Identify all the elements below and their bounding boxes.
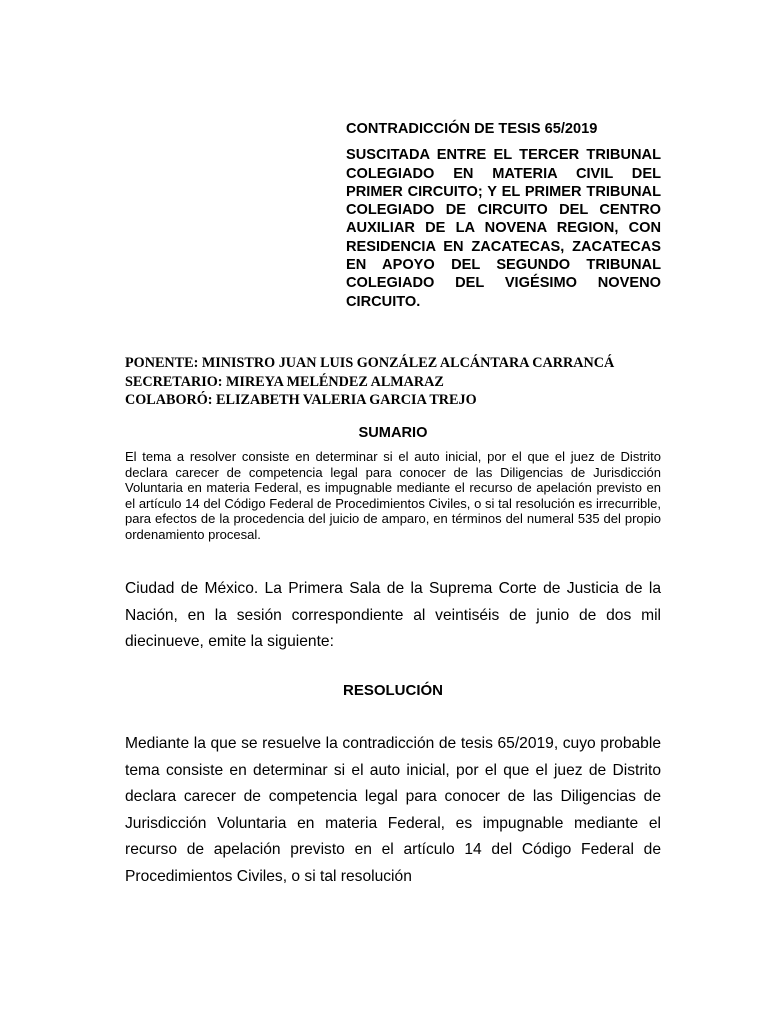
- summary-text: El tema a resolver consiste en determinar si el auto inicial, por el que el juez de Distrito declara carecer de competencia legal para conocer de las Diligencias de Jurisdicción Voluntaria en materia Federal, es impugnable mediante el recurso de apelación previsto en el artículo 14 del Código Federal de Procedimientos Civiles, o si tal resolución es irrecurrible, para efectos de la procedencia del juicio de amparo, en términos del numeral 535 del propio ordenamiento procesal.: [125, 449, 661, 542]
- colaboro-line: COLABORÓ: ELIZABETH VALERIA GARCIA TREJO: [125, 392, 477, 408]
- case-title: CONTRADICCIÓN DE TESIS 65/2019: [346, 121, 598, 137]
- ponente-line: PONENTE: MINISTRO JUAN LUIS GONZÁLEZ ALCÁNTARA CARRANCÁ: [125, 355, 615, 371]
- secretario-line: SECRETARIO: MIREYA MELÉNDEZ ALMARAZ: [125, 373, 444, 390]
- resolution-heading: RESOLUCIÓN: [342, 682, 443, 699]
- case-subject: SUSCITADA ENTRE EL TERCER TRIBUNAL COLEGIADO EN MATERIA CIVIL DEL PRIMER CIRCUITO; Y EL PRIMER TRIBUNAL COLEGIADO DE CIRCUITO DEL CENTRO AUXILIAR DE LA NOVENA REGION, CON RESIDENCIA EN ZACATECAS, ZACATECAS EN APOYO DEL SEGUNDO TRIBUNAL COLEGIADO DEL VIGÉSIMO NOVENO CIRCUITO.: [346, 147, 661, 310]
- resolution-paragraph: Mediante la que se resuelve la contradicción de tesis 65/2019, cuyo probable tema consiste en determinar si el auto inicial, por el que el juez de Distrito declara carecer de competencia legal para conocer de las Diligencias de Jurisdicción Voluntaria en materia Federal, es impugnable mediante el recurso de apelación previsto en el artículo 14 del Código Federal de Procedimientos Civiles, o si tal resolución: [125, 735, 661, 885]
- intro-paragraph: Ciudad de México. La Primera Sala de la Suprema Corte de Justicia de la Nación, en la sesión correspondiente al veintiséis de junio de dos mil diecinueve, emite la siguiente:: [125, 580, 661, 650]
- case-heading-block: [346, 120, 661, 311]
- summary-heading: SUMARIO: [358, 425, 428, 441]
- staff-block: [125, 354, 665, 410]
